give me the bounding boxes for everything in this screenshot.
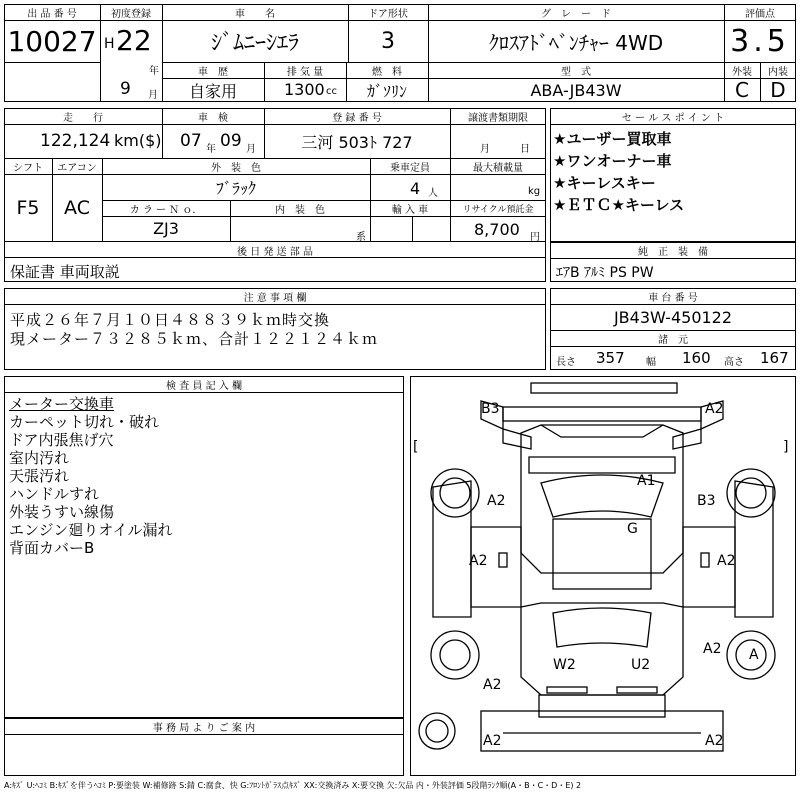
usage-value: 自家用 [188, 81, 237, 101]
mileage-value: 122,124 [40, 131, 111, 151]
left-handle [499, 553, 507, 567]
plate-value: 三河 503ﾄ 727 [301, 132, 413, 152]
rear-left-light [547, 687, 587, 693]
bottom-left-wheel [419, 713, 455, 749]
first-reg-month: 9 [120, 79, 131, 99]
displacement-unit: cc [326, 86, 337, 97]
capacity-label: 乗車定員 [390, 162, 430, 174]
sales-point-item: ★キーレスキー [553, 174, 656, 192]
score-label: 評価点 [745, 8, 775, 20]
later-parts-label: 後 日 発 送 部 品 [237, 246, 313, 258]
transfer-month-unit: 月 [480, 144, 490, 155]
left-side-front [433, 481, 471, 617]
inspector-note-item: 背面カバーB [9, 539, 95, 557]
inspector-note-item: ドア内張焦げ穴 [9, 431, 114, 449]
mark-bottom-right: A2 [705, 733, 724, 749]
lot-no-label: 出 品 番 号 [27, 8, 77, 20]
fuel-label: 燃 料 [372, 66, 402, 78]
office-label: 事 務 局 よ り ご 案 内 [152, 722, 256, 734]
displacement-value: 1300 [284, 80, 325, 99]
legend: A:ｷｽﾞ U:ﾍｺﾐ B:ｷｽﾞを伴うﾍｺﾐ P:要塗装 W:補修跡 S:錆 C:腐食、快 G:ﾌﾛﾝﾄｶﾞﾗｽ点ｷｽﾞ XX:交換済み X:要交換 欠:欠品 内・外装評価 5段階ﾗﾝｸ順(A・B・C・D・E) 2 [4, 781, 582, 790]
interior-color-unit: 系 [356, 232, 366, 243]
color-no-value: ZJ3 [153, 219, 179, 238]
first-reg-month-unit: 月 [148, 90, 158, 101]
width-value: 160 [682, 349, 711, 367]
score-value: 3.5 [730, 23, 790, 59]
mileage-label: 走 行 [63, 112, 103, 124]
rear-left-wheel [431, 631, 479, 679]
inspector-label: 検 査 員 記 入 欄 [166, 380, 242, 392]
genuine-equipment-value: ｴｱB ｱﾙﾐ PS PW [556, 265, 654, 281]
rear-panel [539, 695, 665, 717]
capacity-value: 4 [410, 179, 421, 198]
front-right-wheel [727, 469, 775, 517]
aircon-value: AC [64, 196, 90, 219]
first-reg-year: 22 [116, 24, 152, 57]
interior-color-label: 内 装 色 [275, 204, 325, 216]
mark-left-door: A2 [469, 553, 488, 569]
model-label: 型 式 [561, 66, 591, 78]
grille-line [541, 425, 663, 437]
hood-vent [529, 457, 675, 473]
inspector-note-item: 天張汚れ [9, 467, 70, 485]
model-value: ABA-JB43W [530, 80, 622, 100]
mark-bottom-left: A2 [483, 733, 502, 749]
displacement-label: 排 気 量 [286, 66, 324, 78]
interior-grade: D [770, 78, 786, 102]
inspector-note-item: メーター交換車 [9, 395, 115, 413]
inspector-note-item: エンジン廻りオイル漏れ [9, 521, 173, 539]
color-no-label: カ ラ ー Ｎ ｏ． [129, 204, 203, 216]
load-unit: kg [528, 186, 541, 197]
grade-label: グ レ ー ド [541, 8, 611, 20]
grade-value: ｸﾛｽｱﾄﾞﾍﾞﾝﾁｬｰ 4WD [488, 30, 664, 55]
notes-line-2: 現メーター７３２８５ｋｍ、合計１２２１２４ｋｍ [10, 330, 379, 348]
mark-left-front: A2 [487, 493, 506, 509]
notes-label: 注 意 事 項 欄 [243, 292, 307, 304]
first-reg-label: 初度登録 [111, 8, 151, 20]
rear-body [521, 603, 683, 695]
shaken-label: 車 検 [198, 112, 228, 124]
later-parts-value: 保証書 車両取説 [10, 263, 120, 281]
sales-point-item: ★ＥＴＣ★キーレス [553, 196, 685, 214]
plate-label: 登 録 番 号 [332, 112, 382, 124]
import-label: 輸 入 車 [391, 204, 429, 216]
sales-point-item: ★ワンオーナー車 [553, 152, 672, 170]
sales-point-item: ★ユーザー買取車 [553, 130, 672, 148]
aircon-label: エアコン [57, 162, 97, 174]
inspector-note-item: カーペット切れ・破れ [9, 413, 160, 431]
lot-no-value: 10027 [7, 24, 97, 58]
length-label: 長さ [556, 357, 576, 368]
right-handle [701, 553, 709, 567]
exterior-label: 外装 [732, 66, 752, 78]
width-label: 幅 [646, 357, 656, 368]
mark-spare: A [749, 647, 759, 663]
front-bumper [503, 407, 701, 421]
chassis-value: JB43W-450122 [613, 307, 733, 327]
inspector-note-item: 室内汚れ [9, 449, 70, 467]
damage-diagram [410, 376, 796, 776]
specs-label: 諸 元 [658, 334, 688, 346]
mark-roof: G [627, 521, 638, 537]
car-diagram-svg [411, 377, 795, 775]
shift-value: F5 [16, 196, 40, 219]
mark-right-door: A2 [717, 553, 736, 569]
inspector-note-item: 外装うすい線傷 [9, 503, 115, 521]
fuel-value: ｶﾞｿﾘﾝ [366, 81, 407, 101]
mileage-unit: km($) [114, 131, 162, 150]
mark-right-rear: A2 [703, 641, 722, 657]
front-right-light [673, 429, 701, 449]
height-value: 167 [760, 349, 789, 367]
bracket-left: [ [413, 439, 419, 455]
notes-line-1: 平成２６年７月１０日４８８３９ｋｍ時交換 [10, 311, 331, 329]
interior-label: 内装 [768, 66, 788, 78]
chassis-label: 車 台 番 号 [648, 292, 698, 304]
shaken-year-unit: 年 [206, 144, 216, 155]
car-name-value: ｼﾞﾑﾆｰｼｴﾗ [210, 30, 299, 56]
transfer-day-unit: 日 [520, 144, 530, 155]
first-reg-year-unit: 年 [149, 66, 159, 77]
rear-right-light [617, 687, 657, 693]
inspector-note-item: ハンドルすれ [9, 485, 100, 503]
hood-outline [521, 425, 683, 573]
front-bumper-top [531, 383, 677, 393]
recycle-value: 8,700 [474, 220, 520, 239]
mark-left-rear: A2 [483, 677, 502, 693]
shift-label: シフト [13, 162, 43, 174]
front-left-light [503, 429, 531, 449]
body-color-value: ﾌﾞﾗｯｸ [215, 178, 256, 198]
rear-glass [553, 608, 651, 647]
recycle-label: リサイクル預託金 [462, 204, 534, 215]
sales-points-label: セ ー ル ス ポ イ ン ト [621, 112, 725, 124]
exterior-grade: C [735, 78, 749, 102]
mark-hood: A1 [637, 473, 656, 489]
height-label: 高さ [724, 357, 744, 368]
max-load-label: 最大積載量 [473, 162, 523, 174]
bracket-right: ] [783, 439, 789, 455]
shaken-year: 07 [180, 131, 202, 151]
capacity-unit: 人 [428, 188, 438, 199]
genuine-equipment-label: 純 正 装 備 [638, 246, 708, 258]
right-side-front [735, 481, 773, 617]
doors-value: 3 [381, 28, 395, 54]
car-name-label: 車 名 [235, 8, 275, 20]
transfer-label: 譲渡書類期限 [468, 112, 528, 124]
mark-top-left: B3 [481, 401, 500, 417]
first-reg-era: H [104, 36, 115, 52]
usage-label: 車 歴 [198, 66, 228, 78]
shaken-month-unit: 月 [246, 144, 256, 155]
body-color-label: 外 装 色 [211, 162, 261, 174]
recycle-unit: 円 [530, 232, 540, 243]
front-left-wheel [431, 469, 479, 517]
mark-right-front: B3 [697, 493, 716, 509]
shaken-month: 09 [220, 131, 242, 151]
doors-label: ドア形状 [368, 8, 408, 20]
mark-top-right: A2 [705, 401, 724, 417]
length-value: 357 [596, 349, 625, 367]
mark-rear-glass-left: W2 [553, 657, 576, 673]
mark-rear-center: U2 [631, 657, 651, 673]
